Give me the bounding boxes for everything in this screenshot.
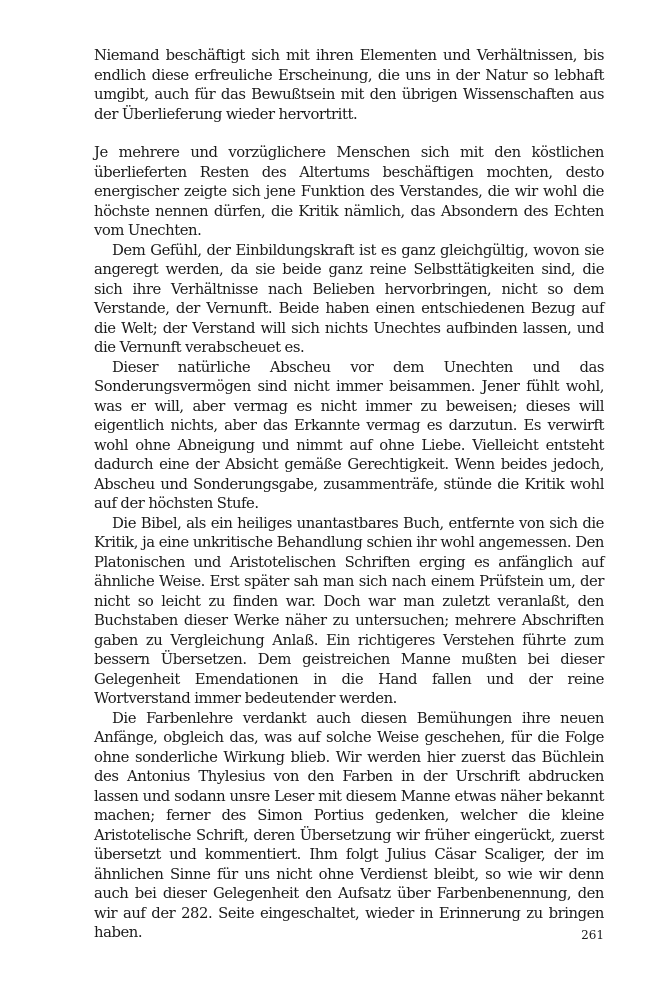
paragraph-dieser-abscheu: Dieser natürliche Abscheu vor dem Unechten und das Sonderungsvermögen sind nicht immer beisammen. Jener fühlt wohl, was er will, aber vermag es nicht immer zu beweisen; dieses will eigentlich nichts, aber das Erkannte vermag es darzutun. Es verwirft wohl ohne Abneigung und nimmt auf ohne Liebe. Vielleicht entsteht dadurch eine der Absicht gemäße Gerechtigkeit. Wenn beides jedoch, Abscheu und Sonderungsgabe, zusammenträfe, stünde die Kritik wohl auf der höchsten Stufe. (94, 358, 604, 512)
page-number: 261 (581, 928, 604, 942)
paragraph-die-farbenlehre: Die Farbenlehre verdankt auch diesen Bemühungen ihre neuen Anfänge, obgleich das, was auf solche Weise geschehen, für die Folge ohne sonderliche Wirkung blieb. Wir werden hier zuerst das Büchlein des Antonius Thylesius von den Farben in der Urschrift abdrucken lassen und sodann unsre Leser mit diesem Manne etwas näher bekannt machen; ferner des Simon Portius gedenken, welcher die kleine Aristotelische Schrift, deren Übersetzung wir früher eingerückt, zuerst übersetzt und kommentiert. Ihm folgt Julius Cäsar Scaliger, der im ähnlichen Sinne für uns nicht ohne Verdienst bleibt, so wie wir denn auch bei dieser Gelegenheit den Aufsatz über Farbenbenennung, den wir auf der 282. Seite eingeschaltet, wieder in Erinnerung zu bringen haben. (94, 709, 604, 941)
paragraph-dem-gefuehl: Dem Gefühl, der Einbildungskraft ist es ganz gleichgültig, wovon sie angeregt werden, da sie beide ganz reine Selbsttätigkeiten sind, die sich ihre Verhältnisse nach Belieben hervorbringen, nicht so dem Verstande, der Vernunft. Beide haben einen entschiedenen Bezug auf die Welt; der Verstand will sich nichts Unechtes aufbinden lassen, und die Vernunft verabscheuet es. (94, 241, 604, 356)
main-text-block (94, 143, 604, 943)
opening-text-block (94, 46, 604, 124)
paragraph-je-mehrere: Je mehrere und vorzüglichere Menschen sich mit den köstlichen überlieferten Resten des Altertums beschäftigen mochten, desto energischer zeigte sich jene Funktion des Verstandes, die wir wohl die höchste nennen dürfen, die Kritik nämlich, das Absondern des Echten vom Unechten. (94, 144, 604, 239)
paragraph-die-bibel: Die Bibel, als ein heiliges unantastbares Buch, entfernte von sich die Kritik, ja eine unkritische Behandlung schien ihr wohl angemessen. Den Platonischen und Aristotelischen Schriften erging es anfänglich auf ähnliche Weise. Erst später sah man sich nach einem Prüfstein um, der nicht so leicht zu finden war. Doch war man zuletzt veranlaßt, den Buchstaben dieser Werke näher zu untersuchen; mehrere Abschriften gaben zu Vergleichung Anlaß. Ein richtigeres Verstehen führte zum bessern Übersetzen. Dem geistreichen Manne mußten bei dieser Gelegenheit Emendationen in die Hand fallen und der reine Wortverstand immer bedeutender werden. (94, 514, 604, 707)
paragraph-niemand: Niemand beschäftigt sich mit ihren Elementen und Verhältnissen, bis endlich diese erfreuliche Erscheinung, die uns in der Natur so lebhaft umgibt, auch für das Bewußtsein mit den übrigen Wissenschaften aus der Überlieferung wieder hervortritt. (94, 47, 604, 123)
